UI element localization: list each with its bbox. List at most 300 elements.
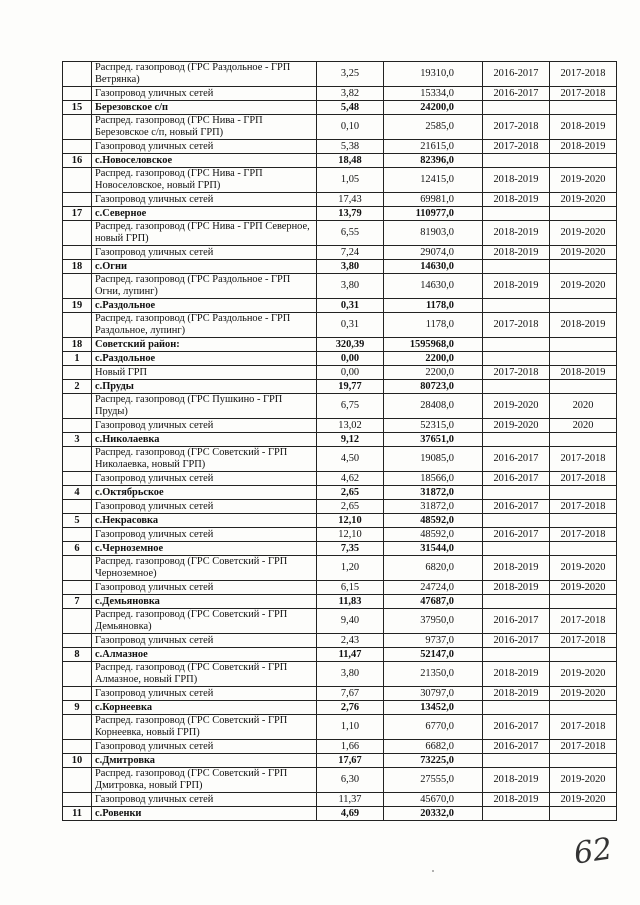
cost-cell: 21615,0 bbox=[384, 140, 483, 154]
object-name-cell: Газопровод уличных сетей bbox=[92, 581, 317, 595]
table-row bbox=[63, 715, 617, 740]
object-name-cell: Распред. газопровод (ГРС Раздольное - ГРП Огни, лупинг) bbox=[92, 274, 317, 299]
table-row bbox=[63, 352, 617, 366]
object-name-cell: Распред. газопровод (ГРС Советский - ГРП Николаевка, новый ГРП) bbox=[92, 447, 317, 472]
end-period-cell: 2019-2020 bbox=[550, 556, 617, 581]
table-row bbox=[63, 274, 617, 299]
row-number-cell bbox=[63, 221, 92, 246]
table-row bbox=[63, 447, 617, 472]
object-name-cell: Газопровод уличных сетей bbox=[92, 87, 317, 101]
cost-cell: 1595968,0 bbox=[384, 338, 483, 352]
length-km-cell: 18,48 bbox=[317, 154, 384, 168]
length-km-cell: 0,00 bbox=[317, 366, 384, 380]
object-name-cell: Газопровод уличных сетей bbox=[92, 740, 317, 754]
object-name-cell: с.Ровенки bbox=[92, 807, 317, 821]
object-name-cell: Газопровод уличных сетей bbox=[92, 634, 317, 648]
start-period-cell bbox=[483, 207, 550, 221]
row-number-cell: 17 bbox=[63, 207, 92, 221]
cost-cell: 2585,0 bbox=[384, 115, 483, 140]
length-km-cell: 5,38 bbox=[317, 140, 384, 154]
length-km-cell: 3,82 bbox=[317, 87, 384, 101]
end-period-cell: 2018-2019 bbox=[550, 115, 617, 140]
end-period-cell: 2018-2019 bbox=[550, 313, 617, 338]
row-number-cell bbox=[63, 274, 92, 299]
length-km-cell: 1,05 bbox=[317, 168, 384, 193]
object-name-cell: с.Демьяновка bbox=[92, 595, 317, 609]
start-period-cell: 2018-2019 bbox=[483, 662, 550, 687]
row-number-cell: 18 bbox=[63, 338, 92, 352]
end-period-cell: 2018-2019 bbox=[550, 366, 617, 380]
cost-cell: 15334,0 bbox=[384, 87, 483, 101]
length-km-cell: 6,30 bbox=[317, 768, 384, 793]
start-period-cell: 2018-2019 bbox=[483, 193, 550, 207]
object-name-cell: с.Некрасовка bbox=[92, 514, 317, 528]
object-name-cell: с.Раздольное bbox=[92, 352, 317, 366]
object-name-cell: Газопровод уличных сетей bbox=[92, 419, 317, 433]
cost-cell: 14630,0 bbox=[384, 274, 483, 299]
length-km-cell: 320,39 bbox=[317, 338, 384, 352]
end-period-cell: 2020 bbox=[550, 394, 617, 419]
object-name-cell: Распред. газопровод (ГРС Нива - ГРП Березовское с/п, новый ГРП) bbox=[92, 115, 317, 140]
length-km-cell: 2,65 bbox=[317, 500, 384, 514]
cost-cell: 14630,0 bbox=[384, 260, 483, 274]
object-name-cell: с.Огни bbox=[92, 260, 317, 274]
object-name-cell: с.Черноземное bbox=[92, 542, 317, 556]
start-period-cell: 2018-2019 bbox=[483, 581, 550, 595]
start-period-cell bbox=[483, 514, 550, 528]
length-km-cell: 9,40 bbox=[317, 609, 384, 634]
row-number-cell bbox=[63, 768, 92, 793]
end-period-cell bbox=[550, 260, 617, 274]
row-number-cell bbox=[63, 581, 92, 595]
table-row bbox=[63, 366, 617, 380]
object-name-cell: Распред. газопровод (ГРС Советский - ГРП Дмитровка, новый ГРП) bbox=[92, 768, 317, 793]
length-km-cell: 1,10 bbox=[317, 715, 384, 740]
object-name-cell: с.Раздольное bbox=[92, 299, 317, 313]
end-period-cell: 2019-2020 bbox=[550, 581, 617, 595]
cost-cell: 45670,0 bbox=[384, 793, 483, 807]
end-period-cell: 2017-2018 bbox=[550, 609, 617, 634]
scan-speck bbox=[432, 870, 434, 872]
row-number-cell: 4 bbox=[63, 486, 92, 500]
end-period-cell: 2017-2018 bbox=[550, 472, 617, 486]
end-period-cell: 2017-2018 bbox=[550, 740, 617, 754]
start-period-cell: 2016-2017 bbox=[483, 740, 550, 754]
start-period-cell bbox=[483, 807, 550, 821]
start-period-cell: 2016-2017 bbox=[483, 87, 550, 101]
object-name-cell: Газопровод уличных сетей bbox=[92, 472, 317, 486]
start-period-cell: 2016-2017 bbox=[483, 634, 550, 648]
object-name-cell: с.Дмитровка bbox=[92, 754, 317, 768]
start-period-cell: 2016-2017 bbox=[483, 447, 550, 472]
table-row bbox=[63, 193, 617, 207]
length-km-cell: 5,48 bbox=[317, 101, 384, 115]
length-km-cell: 19,77 bbox=[317, 380, 384, 394]
end-period-cell bbox=[550, 701, 617, 715]
length-km-cell: 13,02 bbox=[317, 419, 384, 433]
table-row bbox=[63, 101, 617, 115]
start-period-cell: 2018-2019 bbox=[483, 793, 550, 807]
end-period-cell: 2019-2020 bbox=[550, 662, 617, 687]
length-km-cell: 11,83 bbox=[317, 595, 384, 609]
cost-cell: 73225,0 bbox=[384, 754, 483, 768]
table-row bbox=[63, 581, 617, 595]
row-number-cell: 5 bbox=[63, 514, 92, 528]
cost-cell: 19085,0 bbox=[384, 447, 483, 472]
length-km-cell: 4,69 bbox=[317, 807, 384, 821]
end-period-cell bbox=[550, 807, 617, 821]
end-period-cell: 2019-2020 bbox=[550, 687, 617, 701]
table-row bbox=[63, 260, 617, 274]
cost-cell: 31872,0 bbox=[384, 500, 483, 514]
end-period-cell: 2017-2018 bbox=[550, 87, 617, 101]
row-number-cell: 18 bbox=[63, 260, 92, 274]
object-name-cell: Газопровод уличных сетей bbox=[92, 687, 317, 701]
row-number-cell bbox=[63, 246, 92, 260]
length-km-cell: 0,31 bbox=[317, 299, 384, 313]
table-row bbox=[63, 168, 617, 193]
cost-cell: 6770,0 bbox=[384, 715, 483, 740]
table-row bbox=[63, 62, 617, 87]
start-period-cell bbox=[483, 352, 550, 366]
cost-cell: 47687,0 bbox=[384, 595, 483, 609]
row-number-cell bbox=[63, 168, 92, 193]
table-row bbox=[63, 514, 617, 528]
cost-cell: 12415,0 bbox=[384, 168, 483, 193]
row-number-cell: 10 bbox=[63, 754, 92, 768]
length-km-cell: 2,43 bbox=[317, 634, 384, 648]
row-number-cell bbox=[63, 447, 92, 472]
start-period-cell: 2019-2020 bbox=[483, 419, 550, 433]
row-number-cell bbox=[63, 634, 92, 648]
cost-cell: 24724,0 bbox=[384, 581, 483, 595]
table-row bbox=[63, 140, 617, 154]
row-number-cell bbox=[63, 609, 92, 634]
length-km-cell: 4,50 bbox=[317, 447, 384, 472]
handwritten-page-number: 62 bbox=[571, 831, 615, 872]
object-name-cell: с.Пруды bbox=[92, 380, 317, 394]
start-period-cell: 2017-2018 bbox=[483, 115, 550, 140]
end-period-cell: 2020 bbox=[550, 419, 617, 433]
table-row bbox=[63, 687, 617, 701]
start-period-cell: 2018-2019 bbox=[483, 274, 550, 299]
object-name-cell: с.Корнеевка bbox=[92, 701, 317, 715]
cost-cell: 20332,0 bbox=[384, 807, 483, 821]
table-row bbox=[63, 419, 617, 433]
start-period-cell: 2018-2019 bbox=[483, 768, 550, 793]
object-name-cell: Газопровод уличных сетей bbox=[92, 193, 317, 207]
length-km-cell: 6,55 bbox=[317, 221, 384, 246]
object-name-cell: Новый ГРП bbox=[92, 366, 317, 380]
row-number-cell bbox=[63, 193, 92, 207]
object-name-cell: Газопровод уличных сетей bbox=[92, 140, 317, 154]
end-period-cell bbox=[550, 338, 617, 352]
table-row bbox=[63, 754, 617, 768]
object-name-cell: Распред. газопровод (ГРС Раздольное - ГРП Ветрянка) bbox=[92, 62, 317, 87]
object-name-cell: Газопровод уличных сетей bbox=[92, 246, 317, 260]
cost-cell: 18566,0 bbox=[384, 472, 483, 486]
table-row bbox=[63, 634, 617, 648]
length-km-cell: 12,10 bbox=[317, 528, 384, 542]
start-period-cell bbox=[483, 260, 550, 274]
end-period-cell: 2019-2020 bbox=[550, 768, 617, 793]
table-row bbox=[63, 740, 617, 754]
object-name-cell: Газопровод уличных сетей bbox=[92, 528, 317, 542]
table-row bbox=[63, 486, 617, 500]
object-name-cell: Распред. газопровод (ГРС Советский - ГРП Алмазное, новый ГРП) bbox=[92, 662, 317, 687]
length-km-cell: 3,25 bbox=[317, 62, 384, 87]
table-row bbox=[63, 609, 617, 634]
row-number-cell bbox=[63, 87, 92, 101]
start-period-cell: 2018-2019 bbox=[483, 221, 550, 246]
object-name-cell: с.Октябрьское bbox=[92, 486, 317, 500]
start-period-cell bbox=[483, 433, 550, 447]
length-km-cell: 6,15 bbox=[317, 581, 384, 595]
table-row bbox=[63, 472, 617, 486]
row-number-cell bbox=[63, 62, 92, 87]
end-period-cell bbox=[550, 595, 617, 609]
start-period-cell bbox=[483, 754, 550, 768]
length-km-cell: 12,10 bbox=[317, 514, 384, 528]
table-row bbox=[63, 87, 617, 101]
start-period-cell: 2018-2019 bbox=[483, 246, 550, 260]
cost-cell: 9737,0 bbox=[384, 634, 483, 648]
cost-cell: 1178,0 bbox=[384, 299, 483, 313]
table-row bbox=[63, 556, 617, 581]
end-period-cell: 2019-2020 bbox=[550, 221, 617, 246]
length-km-cell: 7,35 bbox=[317, 542, 384, 556]
length-km-cell: 3,80 bbox=[317, 274, 384, 299]
table-row bbox=[63, 595, 617, 609]
table-body bbox=[63, 62, 617, 821]
length-km-cell: 6,75 bbox=[317, 394, 384, 419]
end-period-cell: 2017-2018 bbox=[550, 715, 617, 740]
cost-cell: 52147,0 bbox=[384, 648, 483, 662]
end-period-cell bbox=[550, 514, 617, 528]
length-km-cell: 1,66 bbox=[317, 740, 384, 754]
length-km-cell: 7,67 bbox=[317, 687, 384, 701]
length-km-cell: 1,20 bbox=[317, 556, 384, 581]
row-number-cell: 1 bbox=[63, 352, 92, 366]
end-period-cell: 2017-2018 bbox=[550, 528, 617, 542]
length-km-cell: 11,37 bbox=[317, 793, 384, 807]
row-number-cell bbox=[63, 528, 92, 542]
cost-cell: 2200,0 bbox=[384, 352, 483, 366]
length-km-cell: 0,00 bbox=[317, 352, 384, 366]
cost-cell: 6820,0 bbox=[384, 556, 483, 581]
row-number-cell: 9 bbox=[63, 701, 92, 715]
length-km-cell: 2,76 bbox=[317, 701, 384, 715]
cost-cell: 110977,0 bbox=[384, 207, 483, 221]
cost-cell: 30797,0 bbox=[384, 687, 483, 701]
table-row bbox=[63, 793, 617, 807]
object-name-cell: с.Алмазное bbox=[92, 648, 317, 662]
start-period-cell bbox=[483, 486, 550, 500]
end-period-cell bbox=[550, 486, 617, 500]
row-number-cell bbox=[63, 140, 92, 154]
start-period-cell: 2016-2017 bbox=[483, 62, 550, 87]
length-km-cell: 3,80 bbox=[317, 662, 384, 687]
end-period-cell: 2019-2020 bbox=[550, 168, 617, 193]
end-period-cell: 2019-2020 bbox=[550, 793, 617, 807]
start-period-cell: 2016-2017 bbox=[483, 609, 550, 634]
row-number-cell: 6 bbox=[63, 542, 92, 556]
start-period-cell bbox=[483, 701, 550, 715]
row-number-cell bbox=[63, 115, 92, 140]
table-row bbox=[63, 338, 617, 352]
cost-cell: 81903,0 bbox=[384, 221, 483, 246]
object-name-cell: Березовское с/п bbox=[92, 101, 317, 115]
start-period-cell bbox=[483, 380, 550, 394]
object-name-cell: Газопровод уличных сетей bbox=[92, 500, 317, 514]
object-name-cell: Советский район: bbox=[92, 338, 317, 352]
start-period-cell: 2018-2019 bbox=[483, 687, 550, 701]
gas-pipeline-table bbox=[62, 61, 617, 821]
length-km-cell: 9,12 bbox=[317, 433, 384, 447]
object-name-cell: Распред. газопровод (ГРС Нива - ГРП Северное, новый ГРП) bbox=[92, 221, 317, 246]
row-number-cell: 2 bbox=[63, 380, 92, 394]
row-number-cell: 7 bbox=[63, 595, 92, 609]
end-period-cell bbox=[550, 754, 617, 768]
length-km-cell: 17,67 bbox=[317, 754, 384, 768]
end-period-cell bbox=[550, 154, 617, 168]
end-period-cell bbox=[550, 299, 617, 313]
table-row bbox=[63, 299, 617, 313]
row-number-cell: 15 bbox=[63, 101, 92, 115]
length-km-cell: 2,65 bbox=[317, 486, 384, 500]
cost-cell: 24200,0 bbox=[384, 101, 483, 115]
row-number-cell: 16 bbox=[63, 154, 92, 168]
cost-cell: 80723,0 bbox=[384, 380, 483, 394]
end-period-cell: 2018-2019 bbox=[550, 140, 617, 154]
table-row bbox=[63, 115, 617, 140]
object-name-cell: Распред. газопровод (ГРС Советский - ГРП Корнеевка, новый ГРП) bbox=[92, 715, 317, 740]
cost-cell: 2200,0 bbox=[384, 366, 483, 380]
table-row bbox=[63, 500, 617, 514]
end-period-cell bbox=[550, 542, 617, 556]
cost-cell: 48592,0 bbox=[384, 528, 483, 542]
row-number-cell bbox=[63, 740, 92, 754]
object-name-cell: с.Северное bbox=[92, 207, 317, 221]
table-row bbox=[63, 313, 617, 338]
row-number-cell bbox=[63, 366, 92, 380]
table-row bbox=[63, 701, 617, 715]
object-name-cell: с.Николаевка bbox=[92, 433, 317, 447]
object-name-cell: Распред. газопровод (ГРС Советский - ГРП Демьяновка) bbox=[92, 609, 317, 634]
end-period-cell bbox=[550, 207, 617, 221]
row-number-cell bbox=[63, 419, 92, 433]
object-name-cell: Распред. газопровод (ГРС Советский - ГРП Черноземное) bbox=[92, 556, 317, 581]
length-km-cell: 7,24 bbox=[317, 246, 384, 260]
row-number-cell bbox=[63, 394, 92, 419]
start-period-cell bbox=[483, 595, 550, 609]
start-period-cell: 2016-2017 bbox=[483, 715, 550, 740]
row-number-cell: 8 bbox=[63, 648, 92, 662]
cost-cell: 37651,0 bbox=[384, 433, 483, 447]
cost-cell: 28408,0 bbox=[384, 394, 483, 419]
object-name-cell: Распред. газопровод (ГРС Раздольное - ГРП Раздольное, лупинг) bbox=[92, 313, 317, 338]
row-number-cell bbox=[63, 313, 92, 338]
start-period-cell: 2019-2020 bbox=[483, 394, 550, 419]
cost-cell: 48592,0 bbox=[384, 514, 483, 528]
end-period-cell: 2019-2020 bbox=[550, 274, 617, 299]
table-row bbox=[63, 246, 617, 260]
end-period-cell bbox=[550, 352, 617, 366]
table-row bbox=[63, 528, 617, 542]
cost-cell: 13452,0 bbox=[384, 701, 483, 715]
object-name-cell: Газопровод уличных сетей bbox=[92, 793, 317, 807]
start-period-cell: 2016-2017 bbox=[483, 528, 550, 542]
start-period-cell: 2017-2018 bbox=[483, 313, 550, 338]
start-period-cell: 2017-2018 bbox=[483, 140, 550, 154]
start-period-cell: 2018-2019 bbox=[483, 168, 550, 193]
row-number-cell: 3 bbox=[63, 433, 92, 447]
length-km-cell: 17,43 bbox=[317, 193, 384, 207]
row-number-cell bbox=[63, 472, 92, 486]
cost-cell: 21350,0 bbox=[384, 662, 483, 687]
length-km-cell: 4,62 bbox=[317, 472, 384, 486]
table-row bbox=[63, 207, 617, 221]
cost-cell: 19310,0 bbox=[384, 62, 483, 87]
cost-cell: 1178,0 bbox=[384, 313, 483, 338]
table-row bbox=[63, 380, 617, 394]
end-period-cell: 2017-2018 bbox=[550, 500, 617, 514]
table-row bbox=[63, 394, 617, 419]
row-number-cell: 19 bbox=[63, 299, 92, 313]
start-period-cell: 2016-2017 bbox=[483, 472, 550, 486]
row-number-cell bbox=[63, 687, 92, 701]
end-period-cell: 2019-2020 bbox=[550, 246, 617, 260]
table-row bbox=[63, 154, 617, 168]
cost-cell: 52315,0 bbox=[384, 419, 483, 433]
row-number-cell bbox=[63, 662, 92, 687]
end-period-cell bbox=[550, 380, 617, 394]
row-number-cell bbox=[63, 500, 92, 514]
object-name-cell: Распред. газопровод (ГРС Нива - ГРП Новоселовское, новый ГРП) bbox=[92, 168, 317, 193]
start-period-cell bbox=[483, 542, 550, 556]
table-row bbox=[63, 662, 617, 687]
end-period-cell bbox=[550, 101, 617, 115]
length-km-cell: 11,47 bbox=[317, 648, 384, 662]
cost-cell: 6682,0 bbox=[384, 740, 483, 754]
end-period-cell: 2017-2018 bbox=[550, 634, 617, 648]
length-km-cell: 0,31 bbox=[317, 313, 384, 338]
object-name-cell: Распред. газопровод (ГРС Пушкино - ГРП Пруды) bbox=[92, 394, 317, 419]
row-number-cell bbox=[63, 793, 92, 807]
cost-cell: 31544,0 bbox=[384, 542, 483, 556]
end-period-cell bbox=[550, 433, 617, 447]
end-period-cell: 2017-2018 bbox=[550, 447, 617, 472]
cost-cell: 29074,0 bbox=[384, 246, 483, 260]
start-period-cell bbox=[483, 299, 550, 313]
table-row bbox=[63, 807, 617, 821]
start-period-cell bbox=[483, 154, 550, 168]
table-row bbox=[63, 542, 617, 556]
object-name-cell: с.Новоселовское bbox=[92, 154, 317, 168]
start-period-cell bbox=[483, 101, 550, 115]
cost-cell: 31872,0 bbox=[384, 486, 483, 500]
end-period-cell: 2017-2018 bbox=[550, 62, 617, 87]
start-period-cell: 2017-2018 bbox=[483, 366, 550, 380]
cost-cell: 27555,0 bbox=[384, 768, 483, 793]
row-number-cell: 11 bbox=[63, 807, 92, 821]
start-period-cell: 2016-2017 bbox=[483, 500, 550, 514]
cost-cell: 37950,0 bbox=[384, 609, 483, 634]
cost-cell: 69981,0 bbox=[384, 193, 483, 207]
table-row bbox=[63, 221, 617, 246]
row-number-cell bbox=[63, 715, 92, 740]
start-period-cell bbox=[483, 648, 550, 662]
